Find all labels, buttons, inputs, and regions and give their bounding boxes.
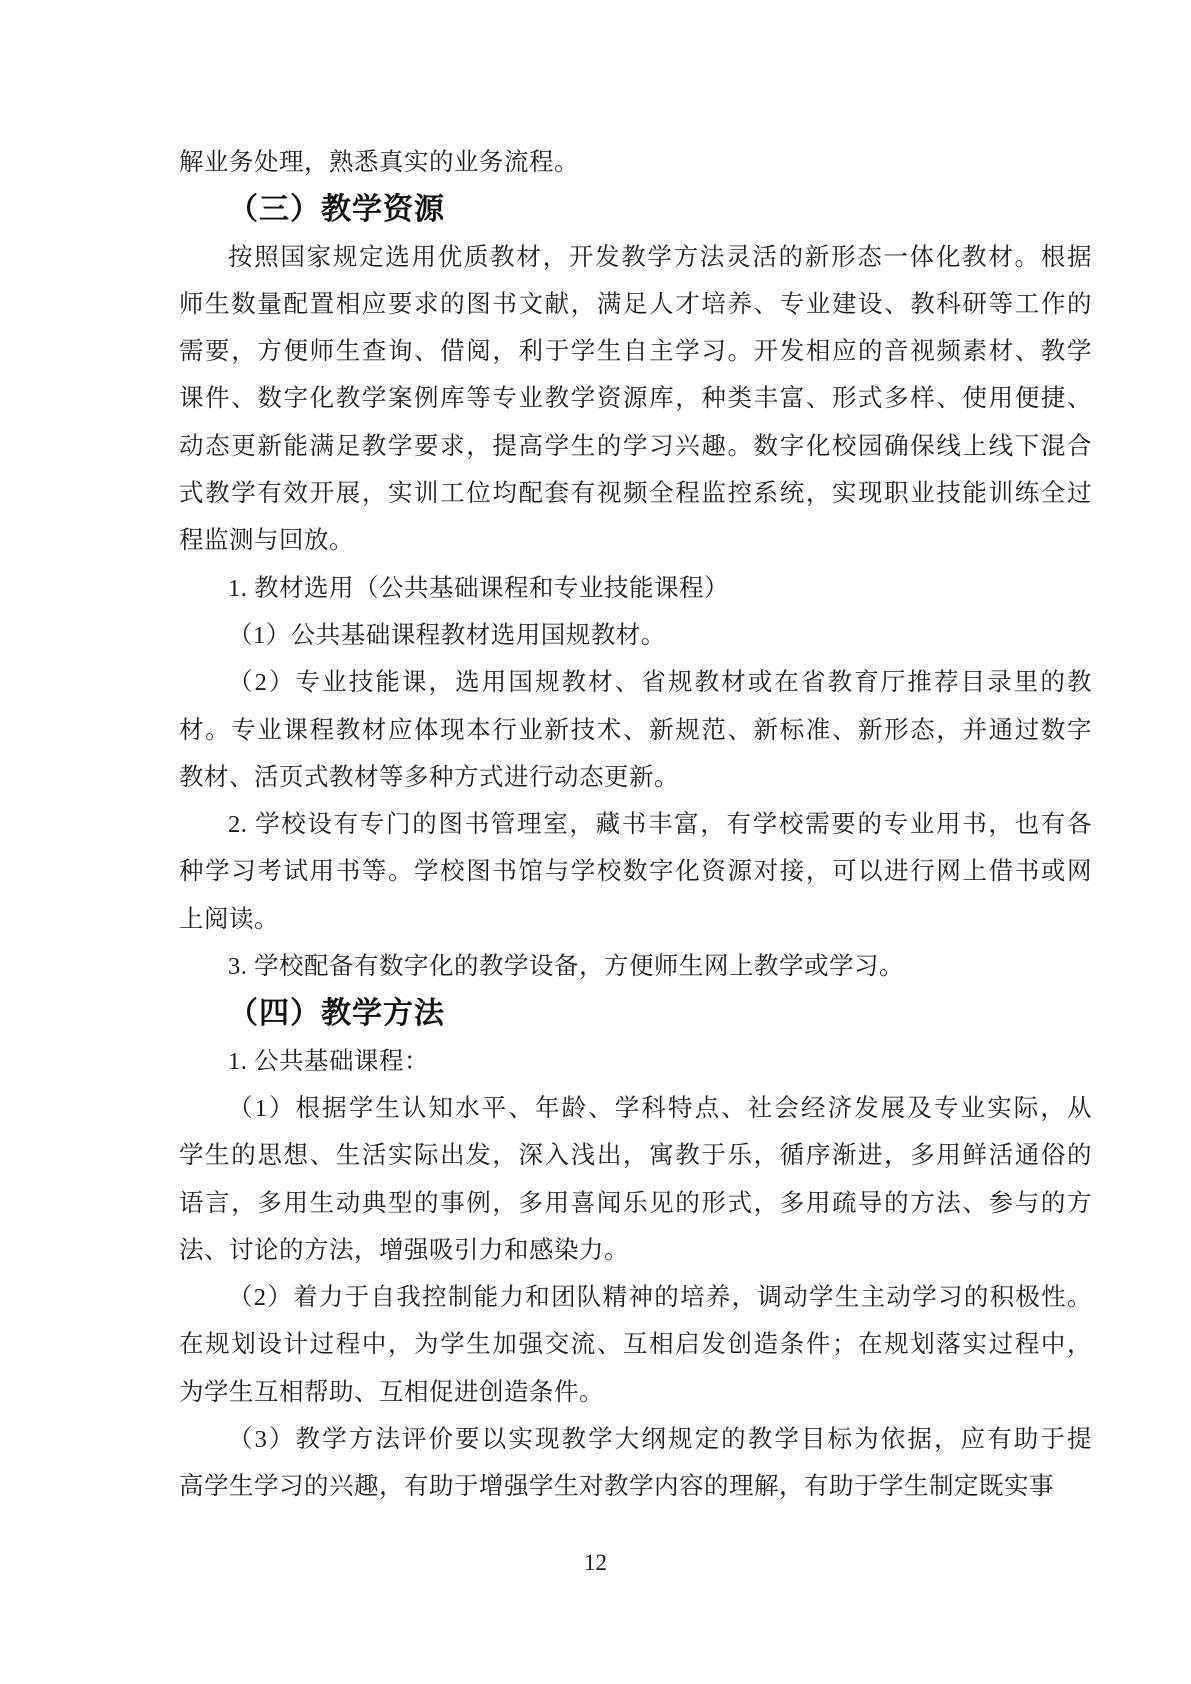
- text-line: 动态更新能满足教学要求，提高学生的学习兴趣。数字化校园确保线上线下混合: [179, 432, 1092, 460]
- text-line: 需要，方便师生查询、借阅，利于学生自主学习。开发相应的音视频素材、教学: [179, 338, 1092, 366]
- text-line: 程监测与回放。: [179, 527, 354, 555]
- page-number: 12: [584, 1550, 607, 1575]
- section-heading: （三）教学资源: [228, 193, 445, 227]
- text-line: 3. 学校配备有数字化的教学设备，方便师生网上教学或学习。: [228, 953, 904, 981]
- text-line: 法、讨论的方法，增强吸引力和感染力。: [179, 1236, 629, 1264]
- document-body-text: [179, 139, 1092, 1511]
- text-line: 按照国家规定选用优质教材，开发教学方法灵活的新形态一体化教材。根据: [228, 243, 1092, 271]
- text-line: （1）公共基础课程教材选用国规教材。: [228, 621, 666, 649]
- text-line: 材。专业课程教材应体现本行业新技术、新规范、新标准、新形态，并通过数字: [179, 716, 1092, 744]
- text-line: （1）根据学生认知水平、年龄、学科特点、社会经济发展及专业实际，从: [228, 1094, 1092, 1122]
- text-line: 1. 公共基础课程：: [228, 1047, 429, 1075]
- text-line: 学生的思想、生活实际出发，深入浅出，寓教于乐，循序渐进，多用鲜活通俗的: [179, 1142, 1092, 1170]
- text-line: （3）教学方法评价要以实现教学大纲规定的教学目标为依据，应有助于提: [228, 1426, 1092, 1454]
- text-line: 师生数量配置相应要求的图书文献，满足人才培养、专业建设、教科研等工作的: [179, 290, 1092, 318]
- text-line: 为学生互相帮助、互相促进创造条件。: [179, 1378, 604, 1406]
- text-line: 解业务处理，熟悉真实的业务流程。: [179, 149, 579, 176]
- text-line: （2）专业技能课，选用国规教材、省规教材或在省教育厅推荐目录里的教: [228, 669, 1092, 697]
- text-line: 语言，多用生动典型的事例，多用喜闻乐见的形式，多用疏导的方法、参与的方: [179, 1189, 1092, 1217]
- section-heading: （四）教学方法: [228, 997, 445, 1031]
- text-line: 教材、活页式教材等多种方式进行动态更新。: [179, 763, 679, 791]
- text-line: 课件、数字化教学案例库等专业教学资源库，种类丰富、形式多样、使用便捷、: [179, 385, 1092, 413]
- text-line: 1. 教材选用（公共基础课程和专业技能课程）: [228, 574, 729, 602]
- text-line: 在规划设计过程中，为学生加强交流、互相启发创造条件；在规划落实过程中，: [179, 1331, 1092, 1359]
- text-line: 2. 学校设有专门的图书管理室，藏书丰富，有学校需要的专业用书，也有各: [228, 811, 1092, 839]
- text-line: 种学习考试用书等。学校图书馆与学校数字化资源对接，可以进行网上借书或网: [179, 858, 1092, 886]
- text-line: 高学生学习的兴趣，有助于增强学生对教学内容的理解，有助于学生制定既实事: [179, 1473, 1054, 1501]
- text-line: 上阅读。: [179, 905, 279, 933]
- text-line: （2）着力于自我控制能力和团队精神的培养，调动学生主动学习的积极性。: [228, 1284, 1092, 1312]
- text-line: 式教学有效开展，实训工位均配套有视频全程监控系统，实现职业技能训练全过: [179, 480, 1092, 508]
